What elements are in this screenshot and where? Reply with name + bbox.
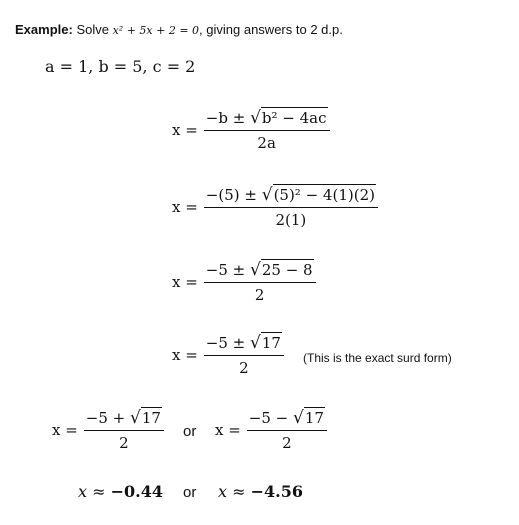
step-lhs: x = — [172, 273, 198, 291]
answer-value: −4.56 — [250, 482, 303, 501]
radicand: 17 — [141, 409, 161, 427]
answer-2 — [218, 482, 303, 501]
or-text: or — [183, 423, 197, 440]
radicand: 17 — [261, 334, 281, 352]
numerator — [204, 108, 330, 130]
step-fraction — [204, 260, 316, 304]
example-heading — [15, 22, 343, 37]
sqrt-icon: √ — [250, 260, 261, 280]
answer-lhs: x ≈ — [218, 482, 246, 501]
step-lhs: x = — [172, 346, 198, 364]
denominator: 2 — [239, 359, 249, 377]
solution-minus — [215, 408, 327, 452]
step-lhs: x = — [172, 198, 198, 216]
step-4 — [172, 333, 284, 377]
radicand: b² − 4ac — [261, 109, 327, 127]
numerator-pre: −5 ± — [205, 261, 251, 279]
numerator-pre: −5 − — [248, 409, 294, 427]
numerator-pre: −(5) ± — [205, 186, 262, 204]
example-label: Example: — [15, 22, 73, 37]
step-fraction — [204, 185, 378, 229]
numerator-pre: −5 + — [85, 409, 131, 427]
denominator: 2 — [119, 434, 129, 452]
denominator: 2 — [282, 434, 292, 452]
denominator: 2 — [254, 286, 265, 304]
denominator: 2a — [257, 134, 276, 152]
solution-lhs: x = — [215, 421, 241, 439]
step-2 — [172, 185, 378, 229]
step-1 — [172, 108, 330, 152]
surd-note: (This is the exact surd form) — [303, 351, 452, 365]
denominator: 2(1) — [275, 211, 307, 229]
radicand: 25 − 8 — [261, 261, 313, 279]
radicand: (5)² − 4(1)(2) — [273, 186, 375, 204]
radicand: 17 — [304, 409, 324, 427]
or-text: or — [183, 484, 197, 501]
step-fraction — [204, 108, 330, 152]
sqrt-icon: √ — [250, 108, 261, 128]
step-fraction — [204, 333, 284, 377]
numerator-pre: −b ± — [205, 109, 251, 127]
step-lhs: x = — [172, 121, 198, 139]
numerator — [247, 408, 327, 430]
numerator-pre: −5 ± — [205, 334, 251, 352]
solution-lhs: x = — [52, 421, 78, 439]
solution-fraction — [84, 408, 164, 452]
numerator — [204, 260, 316, 282]
solve-text: Solve — [76, 22, 109, 37]
answer-value: −0.44 — [110, 482, 163, 501]
answer-lhs: x ≈ — [78, 482, 106, 501]
answer-1 — [78, 482, 163, 501]
sqrt-icon: √ — [293, 408, 304, 428]
numerator — [84, 408, 164, 430]
step-3 — [172, 260, 316, 304]
numerator — [204, 185, 378, 207]
sqrt-icon: √ — [130, 408, 141, 428]
numerator — [204, 333, 284, 355]
sqrt-icon: √ — [250, 333, 261, 353]
solution-plus — [52, 408, 164, 452]
instruction-suffix: , giving answers to 2 d.p. — [199, 22, 343, 37]
solution-fraction — [247, 408, 327, 452]
equation: x² + 5x + 2 = 0 — [112, 24, 200, 37]
coefficients: a = 1, b = 5, c = 2 — [45, 57, 196, 76]
sqrt-icon: √ — [261, 185, 273, 205]
